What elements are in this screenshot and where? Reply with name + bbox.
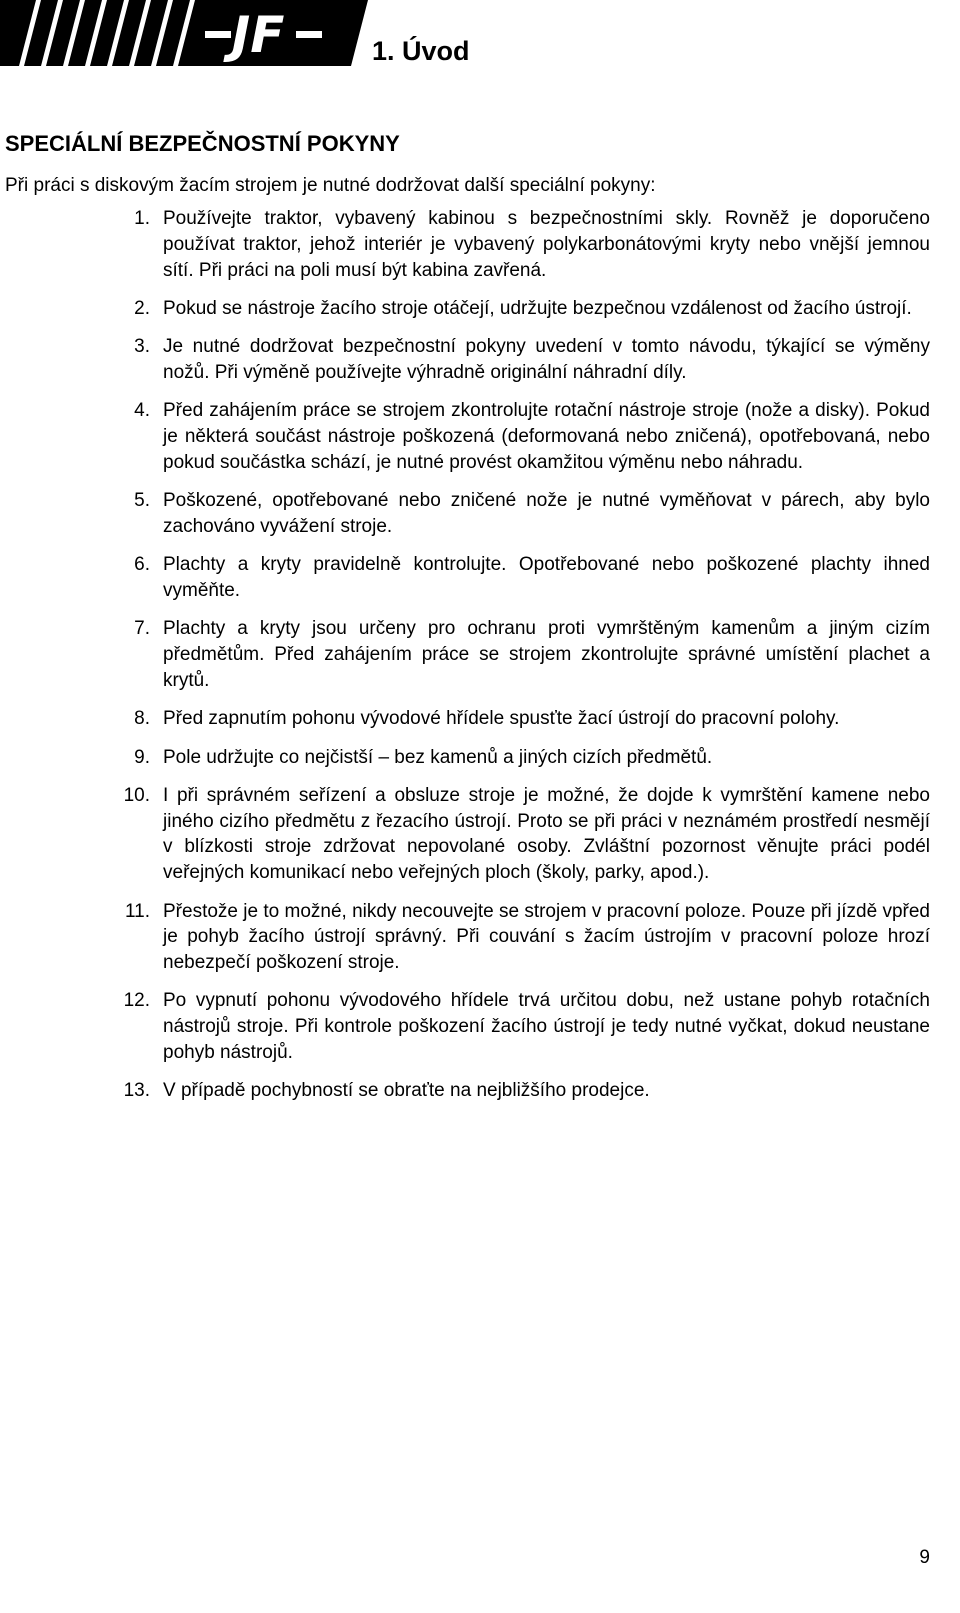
- intro-text: Při práci s diskovým žacím strojem je nutné dodržovat další speciální pokyny:: [5, 175, 656, 196]
- item-text: Plachty a kryty jsou určeny pro ochranu proti vymrštěným kamenům a jiným cizím předmětům. Před zahájením práce se strojem zkontrolujte správné umístění plachet a krytů.: [163, 618, 930, 691]
- item-text: V případě pochybností se obraťte na nejbližšího prodejce.: [163, 1080, 650, 1102]
- list-item: [0, 552, 960, 604]
- jf-logo: [0, 0, 372, 72]
- list-item: [0, 745, 960, 771]
- list-item: [0, 706, 960, 732]
- item-number: 4.: [134, 400, 150, 422]
- item-text: Pokud se nástroje žacího stroje otáčejí, udržujte bezpečnou vzdálenost od žacího ústrojí.: [163, 297, 912, 319]
- item-number: 11.: [124, 900, 150, 922]
- item-text: Je nutné dodržovat bezpečnostní pokyny uvedení v tomto návodu, týkající se výměny nožů. Při výměně používejte výhradně originální náhradní díly.: [163, 336, 930, 383]
- list-item: [0, 296, 960, 322]
- item-number: 3.: [134, 336, 150, 358]
- item-text: I při správném seřízení a obsluze stroje je možné, že dojde k vymrštění kamene nebo jiného cizího předmětu z řezacího ústrojí. Proto se při práci v neznámém prostředí nesmějí v blízkosti stroje zdržovat nepovolané osoby. Zvláštní pozornost věnujte práci podél veřejných komunikací nebo veřejných ploch (školy, parky, apod.).: [163, 784, 930, 884]
- item-text: Přestože je to možné, nikdy necouvejte se strojem v pracovní poloze. Pouze při jízdě vpřed je pohyb žacího ústrojí správný. Při couvání s žacím ústrojím v pracovní poloze hrozí nebezpečí poškození stroje.: [163, 900, 930, 974]
- list-item: [0, 334, 960, 386]
- item-text: Pole udržujte co nejčistší – bez kamenů a jiných cizích předmětů.: [163, 746, 713, 768]
- item-text: Před zahájením práce se strojem zkontrolujte rotační nástroje stroje (nože a disky). Pokud je některá součást nástroje poškozená (deformovaná nebo zničená), opotřebovaná, nebo pokud součástka schází, je nutné provést okamžitou výměnu nebo náhradu.: [163, 400, 930, 473]
- svg-text:JF: JF: [231, 6, 285, 64]
- list-item: [0, 616, 960, 693]
- list-item: [0, 899, 960, 976]
- list-item: [0, 398, 960, 475]
- item-number: 7.: [134, 618, 150, 640]
- item-text: Používejte traktor, vybavený kabinou s bezpečnostními skly. Rovněž je doporučeno používat traktor, jehož interiér je vybavený polykarbonátovými kryty nebo vnější jemnou sítí. Při práci na poli musí být kabina zavřená.: [163, 208, 930, 281]
- safety-heading: SPECIÁLNÍ BEZPEČNOSTNÍ POKYNY: [5, 131, 400, 156]
- item-text: Před zapnutím pohonu vývodové hřídele spusťte žací ústrojí do pracovní polohy.: [163, 708, 840, 730]
- list-item: [0, 783, 960, 886]
- page-header: [0, 0, 960, 72]
- item-text: Po vypnutí pohonu vývodového hřídele trvá určitou dobu, než ustane pohyb rotačních nástrojů stroje. Při kontrole poškození žacího ústrojí je tedy nutné vyčkat, dokud neustane pohyb nástrojů.: [163, 990, 930, 1064]
- list-item: [0, 1078, 960, 1104]
- page-number: 9: [919, 1547, 930, 1568]
- item-number: 1.: [134, 208, 150, 229]
- item-number: 10.: [123, 784, 150, 806]
- item-number: 8.: [134, 708, 150, 730]
- item-number: 12.: [123, 990, 150, 1012]
- item-text: Poškozené, opotřebované nebo zničené nože je nutné vyměňovat v párech, aby bylo zachováno vyvážení stroje.: [163, 490, 930, 537]
- item-number: 6.: [134, 554, 150, 576]
- item-number: 2.: [134, 297, 150, 319]
- instructions-list: [0, 206, 960, 1117]
- list-item: [0, 488, 960, 540]
- item-number: 13.: [123, 1080, 150, 1102]
- list-item: [0, 988, 960, 1065]
- item-text: Plachty a kryty pravidelně kontrolujte. Opotřebované nebo poškozené plachty ihned vyměňte.: [163, 554, 930, 602]
- item-number: 5.: [134, 490, 150, 512]
- list-item: [0, 206, 960, 283]
- section-title: 1. Úvod: [372, 36, 470, 66]
- item-number: 9.: [134, 746, 150, 768]
